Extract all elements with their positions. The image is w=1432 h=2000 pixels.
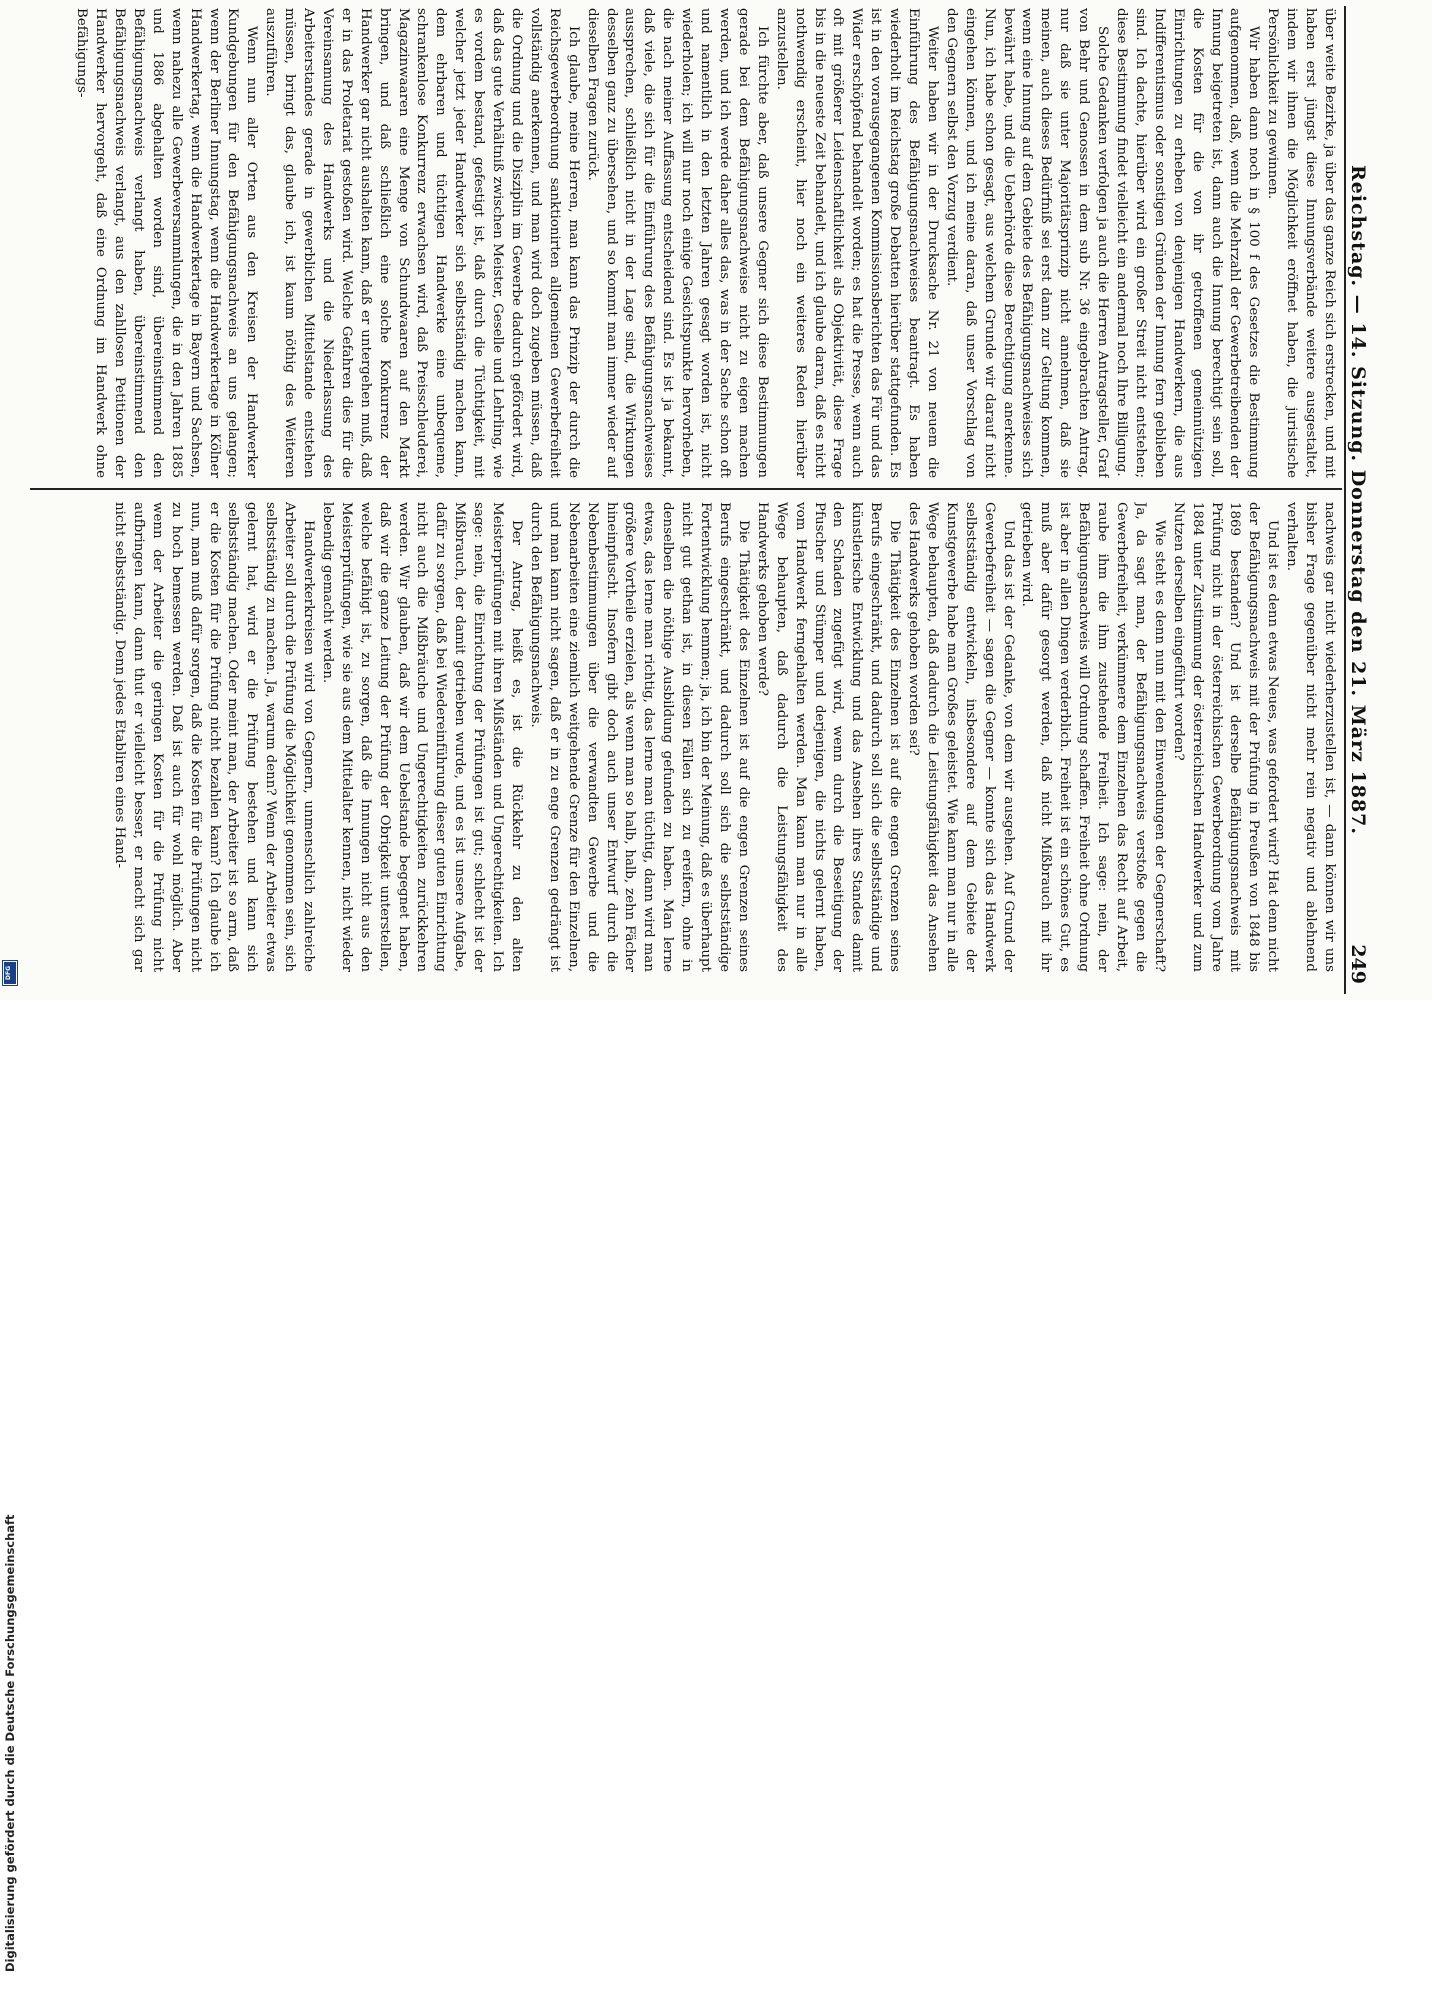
- right-paragraph: Handwerkerkreisen wird von Gegnern, unmenschlich zahlreiche Arbeiter soll durch die Prüfung die Möglichkeit genommen sein, sich selbstständig zu machen. Ja, warum denn? Wenn der Arbeiter etwas gelernt hat, wird er die Prüfung bestehen und kann sich selbstständig machen. Oder meint man, der Arbeiter ist so arm, daß er die Kosten für die Prüfung nicht bezahlen kann? Ich glaube ich nun, man muß dafür sorgen, daß die Kosten für die Prüfungen nicht zu hoch bemessen werden. Daß ist auch für wohl möglich. Aber wenn der Arbeiter die geringen Kosten für die Prüfung nicht aufbringen kann, dann thut er vielleicht besser, er macht sich gar nicht selbstständig. Denn jedes Etabliren eines Hand-: [112, 502, 317, 972]
- right-paragraph: Wie steht es denn nun mit den Einwendungen der Gegnerschaft? Ja, da sagt man, der Befähigungsnachweis verstoße gegen die Gewerbefreiheit, verkümmere dem Einzelnen das Recht auf Arbeit, raube ihm die ihm zustehende Freiheit. Ich sage: nein, der Befähigungsnachweis will Ordnung schaffen. Freiheit ohne Ordnung ist aber in allen Dingen verderblich. Freiheit ist ein schönes Gut, es muß aber dafür gesorgt werden, daß nicht Mißbrauch mit ihr getrieben wird.: [1019, 502, 1167, 972]
- right-paragraph: Und das ist der Gedanke, von dem wir ausgehen. Auf Grund der Gewerbefreiheit — sagen die Gegner — konnte sich das Handwerk selbstständig entwickeln, insbesondere auf dem Gebiete der Kunstgewerbe habe man Großes geleistet. Wie kann man nur in alle Wege behaupten, daß dadurch die Leistungsfähigkeit das Ansehen des Handwerks gehoben worden sei?: [906, 502, 1016, 972]
- right-paragraph: Der Antrag, heißt es, ist die Rückkehr zu den alten Meisterprüfungen mit ihren Mißständen und Ungerechtigkeiten. Ich sage: nein, die Einrichtung der Prüfungen ist gut; schlecht ist der Mißbrauch, der damit getrieben wurde, und es ist unsere Aufgabe, dafür zu sorgen, daß bei Wiedereinführung dieser guten Einrichtung nicht auch die Mißbräuche und Ungerechtigkeiten zurückkehren werden. Wir glauben, daß wir dem Uebelstande begegnet haben, daß wir die ganze Leitung der Prüfung der Obrigkeit unterstellen, welche befähigt ist, zu sorgen, daß die Innungen nicht aus den Meisterprüfungen, wie sie aus dem Mittelalter kennen, nicht wieder lebendig gemacht werden.: [319, 502, 525, 972]
- right-paragraph: Die Thätigkeit des Einzelnen ist auf die engen Grenzen seines Berufs eingeschränkt, und dadurch soll sich die selbstständige Fortentwicklung hemmen; ja, ich bin der Meinung, daß es überhaupt nicht gut gethan ist, in diesen Fällen sich zu ereifern, ohne in denselben die nöthige Ausbildung gefunden zu haben. Man lerne etwas, das lerne man richtig, das lerne man tüchtig, dann wird man größere Vortheile erzielen, als wenn man so halb, halb, zehn Fächer hineinpfuscht. Insofern gibt doch auch unser Entwurf durch die Nebenbestimmungen über die verwandten Gewerbe und die Nebenarbeiten eine ziemlich weitgehende Grenze für den Einzelnen, und man kann nicht sagen, daß er in zu enge Grenzen gedrängt ist durch den Befähigungsnachweis.: [527, 502, 751, 972]
- footer-credit: [0, 980, 20, 2000]
- left-paragraph: Ich glaube, meine Herren, man kann das Prinzip der durch die Reichsgewerbeordnung sanktionirten allgemeinen Gewerbefreiheit vollständig anerkennen, und man wird doch zugeben müssen, daß die Ordnung und die Disziplin im Gewerbe dadurch gefördert wird, daß das gute Verhältniß zwischen Meister, Geselle und Lehrling, wie es vordem bestand, gefestigt ist, daß durch die Tüchtigkeit, mit welcher jetzt jeder Handwerker sich selbstständig machen kann, dem ehrbaren und tüchtigen Handwerke eine unbequeme, schrankenlose Konkurrenz erwachsen wird, daß Preisschleuderei, Magazinwaaren eine Menge von Schundwaaren auf den Markt bringen, und daß schließlich eine solche Konkurrenz der Handwerker gar nicht aushalten kann, daß er untergehen muß, daß er in das Proletariat gestoßen wird. Welche Gefahren dies für die Vereinsamung des Handwerks und die Niederlassung des Arbeiterstandes gerade in gewerblichen Mittelstande entstehen müssen, bringt das, glaube ich, ist kaum nöthig des Weiteren auszuführen.: [263, 8, 581, 478]
- dfg-logo-graphic: [3, 961, 17, 985]
- header-rule: [1344, 6, 1346, 994]
- left-paragraph: Wenn nun aller Orten aus den Kreisen der Handwerker Kundgebungen für den Befähigungsnachweis an uns gelangen; wenn der Berliner Innungstag, wenn die Handwerkertage in Kölner Handwerkertag, wenn die Handwerkertage in Bayern und Sachsen, wenn nahezu alle Gewerbeversammlungen, die in den Jahren 1885 und 1886 abgehalten worden sind, übereinstimmend den Befähigungsnachweis verlangt haben, übereinstimmend den Befähigungsnachweis verlangt, aus den zahllosen Petitionen der Handwerker hervorgeht, daß eine Ordnung im Handwerk ohne Befähigungs-: [74, 8, 260, 478]
- left-paragraph: Ich fürchte aber, daß unsere Gegner sich diese Bestimmungen gerade bei dem Befähigungsnachweise nicht zu eigen machen werden, und ich werde daher alles das, was in der Sache schon oft und namentlich in den letzten Jahren gesagt worden ist, nicht wiederholen; ich will nur noch einige Gesichtspunkte hervorheben, die nach meiner Auffassung entscheidend sind. Es ist ja bekannt, daß viele, die sich für die Einführung des Befähigungsnachweises aussprechen, schließlich nicht in der Lage sind, die Wirkungen desselben ganz zu übersehen, und so kommt man immer wieder auf dieselben Fragen zurück.: [584, 8, 770, 478]
- left-paragraph: Solche Gedanken verfolgen ja auch die Herren Antragsteller, Graf von Behr und Genossen in dem sub Nr. 36 eingebrachten Antrag, nur daß sie unter Majoritätsprinzip nicht annehmen, daß sie meinen, auch dieses Bedürfniß sei erst dann zur Geltung kommen, wenn eine Innung auf dem Gebiete des Befähigungsnachweises sich bewährt habe, und die Ueberhörde diese Berechtigung anerkenne. Nun, ich habe schon gesagt, aus welchem Grunde wir darauf nicht eingehen können, und ich meine daran, daß unser Vorschlag von den Gegnern selbst den Vorzug verdient.: [943, 8, 1111, 478]
- page-header: [1346, 6, 1370, 994]
- page-number: 249: [1347, 944, 1369, 984]
- right-column: [30, 502, 1338, 972]
- left-paragraph: Wir haben dann noch in § 100 f des Gesetzes die Bestimmung aufgenommen, daß, wenn die Mehrzahl der Gewerbetreibenden der Innung beigetreten ist, dann auch die Innung berechtigt sein soll, die Kosten für die von ihr getroffenen gemeinnützigen Einrichtungen zu erheben von denjenigen Handwerkern, die aus Indifferentismus oder sonstigen Gründen der Innung fern geblieben sind. Ich dachte, hierüber wird ein großer Streit nicht entstehen; diese Bestimmung findet vielleicht ein andermal noch Ihre Billigung.: [1114, 8, 1262, 478]
- header-title: Reichstag. — 14. Sitzung. Donnerstag den 21. März 1887.: [1347, 165, 1369, 835]
- column-divider: [30, 488, 1342, 490]
- left-paragraph: über weite Bezirke, ja über das ganze Reich sich erstrecken, und mit haben erst jüngst diese Innungsverbände weitere ausgestaltet, indem wir ihnen die Möglichkeit eröffnet haben, die juristische Persönlichkeit zu gewinnen.: [1265, 8, 1337, 478]
- dfg-logo-text: DFG: [5, 965, 12, 981]
- right-paragraph: Die Thätigkeit des Einzelnen ist auf die engen Grenzen seines Berufs eingeschränkt, und dadurch soll sich die selbstständige und künstlerische Entwicklung und das Ansehen ihres Standes damit den Schaden zugefügt wird, wenn durch die Beseitigung der Pfuscher und Stümper und derjenigen, die nichts gelernt haben, vom Handwerk ferngehalten werden. Man kann man nur in alle Wege behaupten, daß dadurch die Leistungsfähigkeit des Handwerks gehoben werde?: [754, 502, 903, 972]
- right-paragraph: nachweis gar nicht wiederherzustellen ist, — dann können wir uns bisher Frage gegenüber nicht mehr rein negativ und ablehnend verhalten.: [1284, 502, 1337, 972]
- right-paragraph: Und ist es denn etwas Neues, was gefordert wird? Hat denn nicht der Befähigungsnachweis mit der Prüfung in Preußen von 1848 bis 1869 bestanden? Und ist derselbe Befähigungsnachweis mit Prüfung nicht in der österreichischen Gewerbeordnung vom Jahre 1884 unter Zustimmung der österreichischen Handwerker und zum Nutzen derselben eingeführt worden?: [1170, 502, 1281, 972]
- footer-credit-text: Digitalisierung gefördert durch die Deutsche Forschungsgemeinschaft: [3, 1514, 17, 1972]
- left-paragraph: Weiter haben wir in der Drucksache Nr. 21 von neuem die Einführung des Befähigungsnachweises beantragt. Es haben wiederholt im Reichstag große Debatten hierüber stattgefunden. Es ist in den vorausgegangenen Kommissionsberichten das Für und das Wider erschöpfend behandelt worden; es hat die Presse, wenn auch oft mit größerer Leidenschaftlichkeit als Objektivität, diese Frage bis in die neueste Zeit behandelt, und ich glaube daran, daß es nicht nothwendig erscheint, hier noch ein weiteres Reden hierüber anzustellen.: [773, 8, 940, 478]
- dfg-logo-icon: [2, 960, 18, 986]
- left-column: [30, 8, 1338, 478]
